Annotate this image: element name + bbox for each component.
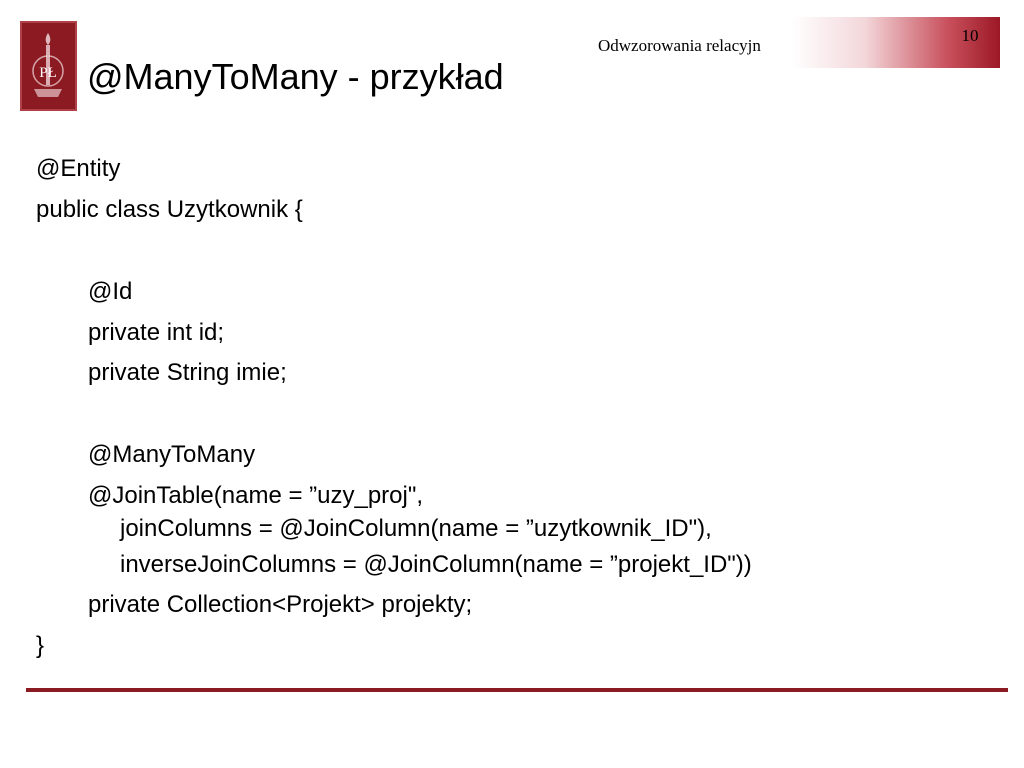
running-title: Odwzorowania relacyjn (598, 36, 761, 55)
code-line: @Id (88, 278, 133, 305)
code-line: private int id; (88, 319, 225, 346)
code-line: } (36, 632, 45, 659)
bottom-divider (26, 688, 1008, 692)
crest-icon (22, 23, 75, 109)
code-line: @ManyToMany (88, 441, 256, 468)
code-line: public class Uzytkownik { (36, 196, 303, 223)
slide-number: 10 (961, 26, 979, 45)
code-line: private String imie; (88, 359, 287, 386)
code-line: joinColumns = @JoinColumn(name = ”uzytkownik_ID"), (120, 515, 712, 542)
code-line: @Entity (36, 155, 121, 182)
logo-text: PŁ (39, 65, 57, 81)
code-line: @JoinTable(name = ”uzy_proj", (88, 482, 424, 509)
code-line: inverseJoinColumns = @JoinColumn(name = ”projekt_ID")) (120, 551, 752, 578)
code-line: private Collection<Projekt> projekty; (88, 591, 473, 618)
slide-title: @ManyToMany - przykład (87, 56, 504, 97)
university-logo (20, 21, 77, 111)
